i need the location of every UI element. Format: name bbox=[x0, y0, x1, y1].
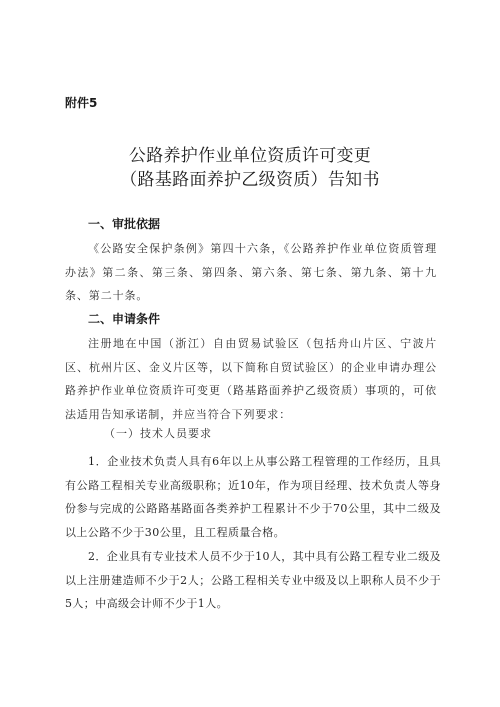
section-heading-approval-basis: 一、审批依据 bbox=[88, 217, 161, 231]
section-heading-application-conditions: 二、申请条件 bbox=[88, 312, 161, 326]
attachment-label: 附件5 bbox=[65, 96, 98, 110]
application-conditions-text: 注册地在中国（浙江）自由贸易试验区（包括舟山片区、宁波片区、杭州片区、金义片区等，以下简称自贸试验区）的企业申请办理公路养护作业单位资质许可变更（路基路面养护乙级资质）事项的，可依法适用告知承诺制，并应当符合下列要求： bbox=[65, 337, 437, 421]
approval-basis-text: 《公路安全保护条例》第四十六条，《公路养护作业单位资质管理办法》第二条、第三条、第四条、第六条、第七条、第九条、第十九条、第二十条。 bbox=[65, 242, 437, 302]
requirement-item-1: 1．企业技术负责人具有6年以上从事公路工程管理的工作经历，且具有公路工程相关专业高级职称；近10年，作为项目经理、技术负责人等身份参与完成的公路路基路面各类养护工程累计不少于70公里，其中二级及以上公路不少于30公里，且工程质量合格。 bbox=[65, 455, 441, 539]
subheading-technical-staff: （一）技术人员要求 bbox=[104, 427, 212, 440]
requirement-item-2: 2．企业具有专业技术人员不少于10人，其中具有公路工程专业二级及以上注册建造师不少于2人；公路工程相关专业中级及以上职称人员不少于5人；中高级会计师不少于1人。 bbox=[65, 550, 441, 610]
document-title-line1: 公路养护作业单位资质许可变更 bbox=[128, 146, 372, 166]
document-title-line2: （路基路面养护乙级资质）告知书 bbox=[120, 170, 380, 190]
